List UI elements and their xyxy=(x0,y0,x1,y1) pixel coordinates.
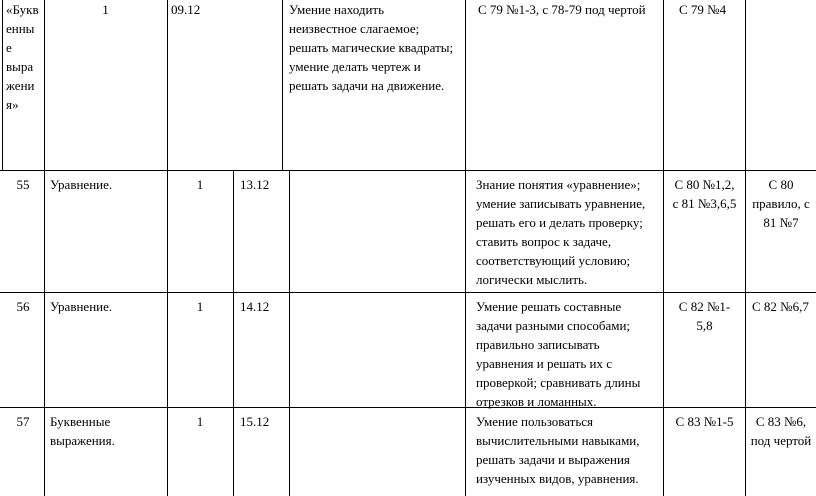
cell-skills: Умение пользоваться вычислительными навыками, решать задачи и выражения изученных видов, уравнения. xyxy=(476,414,640,486)
cell-classwork: С 83 №1-5 xyxy=(675,414,734,429)
col-divider xyxy=(2,0,3,170)
cell-hours: 1 xyxy=(196,177,204,192)
cell-homework: С 79 №4 xyxy=(679,2,727,17)
cell-date: 13.12 xyxy=(240,177,270,192)
row-divider xyxy=(0,170,816,171)
col-divider xyxy=(663,0,664,170)
cell-topic: Буквенные выражения. xyxy=(50,414,115,448)
cell-lesson-number: 56 xyxy=(16,299,30,314)
row-divider xyxy=(0,292,816,293)
cell-date: 14.12 xyxy=(240,299,270,314)
cell-hours: 1 xyxy=(196,299,204,314)
col-divider xyxy=(289,170,290,496)
cell-homework: С 80 правило, с 81 №7 xyxy=(752,177,810,230)
col-divider xyxy=(167,170,168,496)
cell-hours: 1 xyxy=(102,2,109,17)
col-divider xyxy=(44,170,45,496)
cell-topic: Уравнение. xyxy=(50,299,113,314)
col-divider xyxy=(465,0,466,170)
cell-skills: Знание понятия «уравнение»; умение записывать уравнение, решать его и делать проверку; ставить вопрос к задаче, соответствующий условию; логически мыслить. xyxy=(476,177,646,287)
cell-date: 15.12 xyxy=(240,414,270,429)
col-divider xyxy=(44,0,45,170)
cell-topic: Уравнение. xyxy=(50,177,113,192)
cell-skills: Умение решать составные задачи разными способами; правильно записывать уравнения и решать их с проверкой; сравнивать длины отрезков и ломанных. xyxy=(476,299,641,409)
col-divider xyxy=(233,170,234,496)
cell-lesson-number: 55 xyxy=(16,177,30,192)
cell-lesson-number: 57 xyxy=(16,414,30,429)
col-divider xyxy=(282,0,283,170)
col-divider xyxy=(745,0,746,170)
cell-date: 09.12 xyxy=(171,2,201,17)
cell-classwork: С 80 №1,2, с 81 №3,6,5 xyxy=(672,177,737,211)
cell-skills: Умение находить неизвестное слагаемое; решать магические квадраты; умение делать чертеж и решать задачи на движение. xyxy=(289,2,454,93)
cell-homework: С 83 №6, под чертой xyxy=(750,414,812,448)
cell-hours: 1 xyxy=(196,414,204,429)
row-divider xyxy=(0,407,816,408)
col-divider xyxy=(465,170,466,496)
cell-homework: С 82 №6,7 xyxy=(752,299,809,314)
col-divider xyxy=(167,0,168,170)
cell-topic-partial: «Букв енны е выра жени я» xyxy=(6,2,39,112)
cell-classwork: С 79 №1-3, с 78-79 под чертой xyxy=(478,2,646,17)
cell-classwork: С 82 №1- 5,8 xyxy=(678,299,731,333)
